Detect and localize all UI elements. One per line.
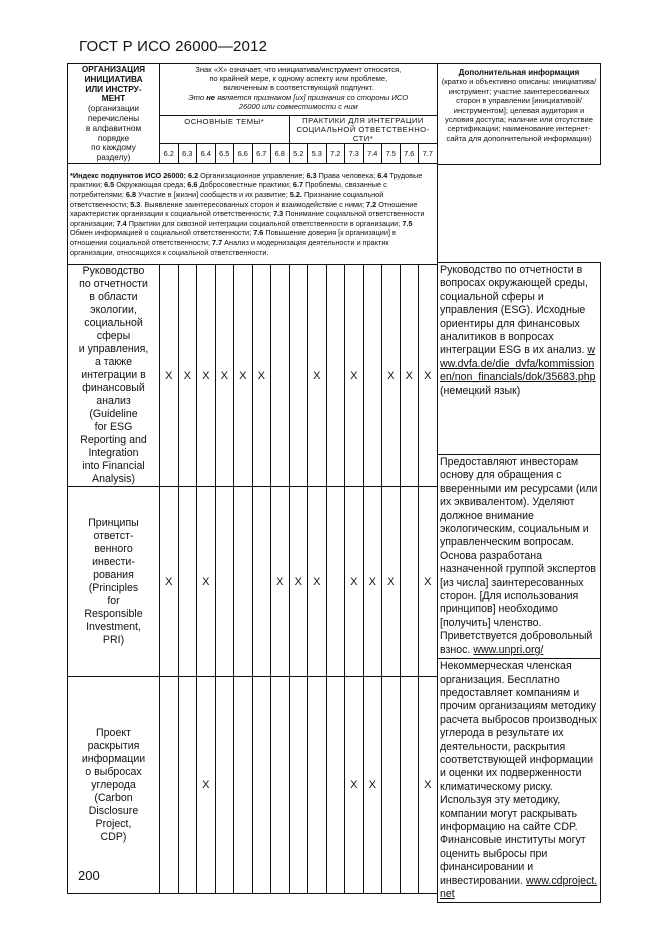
- mark-cell: [289, 677, 308, 894]
- org-header-line: МЕНТ: [101, 93, 126, 104]
- index-code: 5.2.: [289, 190, 302, 200]
- mark-cell: X: [252, 265, 271, 487]
- index-text: Организационное управление;: [198, 170, 307, 180]
- mark-cell: X: [308, 265, 327, 487]
- mark-cell: X: [345, 677, 364, 894]
- initiative-name-line: Проект: [96, 726, 131, 739]
- table-row: [68, 487, 438, 677]
- website-link[interactable]: www.unpri.org/: [473, 643, 544, 656]
- note-italic-line2: 26000 или совместимости с ним: [238, 101, 358, 111]
- mark-cell: X: [419, 487, 438, 677]
- initiative-name-line: Project,: [95, 817, 132, 830]
- mark-cell: [326, 487, 345, 677]
- description-text: Руководство по отчетности в вопросах окружающей среды, социальной сферы и управления (ESG). Исходные ориентиры для финансовых аналитиков в вопросах интеграции ESG в их анализ.: [440, 264, 588, 357]
- mark-cell: X: [419, 677, 438, 894]
- subclause-index: [68, 164, 438, 265]
- table-row: [68, 677, 438, 894]
- initiative-name-line: рования: [93, 568, 134, 581]
- mark-cell: X: [197, 677, 216, 894]
- mark-cell: [252, 677, 271, 894]
- initiative-name-line: Integration: [88, 447, 139, 459]
- core-subject-code: 6.2: [160, 144, 179, 164]
- mark-cell: X: [382, 265, 401, 487]
- initiative-name-line: сферы: [96, 330, 131, 342]
- initiative-name-line: финансовый: [82, 382, 145, 394]
- practice-code: 5.2: [289, 144, 308, 164]
- mark-cell: [178, 677, 197, 894]
- org-header-line: ИЛИ ИНСТРУ-: [85, 83, 142, 94]
- mark-cell: X: [271, 487, 290, 677]
- index-text: Отношение характеристик организации к социальной ответственности;: [70, 199, 418, 219]
- index-text: Признание социальной ответственности;: [70, 190, 384, 209]
- note-italic-pre: Это: [188, 92, 207, 102]
- index-text: Обмен информацией о социальной ответственности;: [70, 228, 254, 238]
- core-subject-code: 6.6: [234, 144, 253, 164]
- practice-code: 7.4: [363, 144, 382, 164]
- org-header-line: порядке: [97, 132, 130, 143]
- mark-cell: X: [400, 265, 419, 487]
- initiative-name-line: CDP): [100, 830, 127, 843]
- practices-header: ПРАКТИКИ ДЛЯ ИНТЕГРАЦИИ СОЦИАЛЬНОЙ ОТВЕТСТВЕННО-СТИ*: [289, 116, 437, 144]
- mark-cell: [363, 265, 382, 487]
- mark-cell: X: [178, 265, 197, 487]
- note-italic-bold: не: [206, 92, 216, 102]
- mark-cell: [326, 265, 345, 487]
- index-code: 7.6: [253, 228, 264, 238]
- mark-cell: X: [234, 265, 253, 487]
- initiative-name: [68, 487, 160, 677]
- initiative-name-line: Руководство: [82, 265, 145, 277]
- row-description: [438, 659, 601, 903]
- index-code: 6.2: [187, 170, 199, 180]
- initiative-name-line: интеграции в: [81, 369, 146, 381]
- initiative-name: [68, 265, 160, 487]
- initiative-name-line: into Financial: [82, 460, 145, 472]
- note-line: Знак «X» означает, что инициатива/инструмент относятся,: [195, 65, 402, 74]
- initiative-name-line: Принципы: [88, 516, 139, 529]
- index-code: 7.4: [116, 218, 127, 228]
- additional-info-column: [437, 63, 601, 903]
- index-code: 7.5: [402, 218, 413, 228]
- index-code: 6.8: [125, 190, 137, 200]
- index-code: 6.4: [377, 170, 388, 180]
- index-text: Понимание социальной ответственности организации;: [70, 209, 425, 228]
- practice-code: 7.3: [345, 144, 364, 164]
- mark-cell: [178, 487, 197, 677]
- additional-info-subtitle: (кратко и объективно описаны: инициатива/инструмент; участие заинтересованных сторон в управлении [инициативой/инструментом]; целевая аудитория и условия доступа; наличие или отсутствие сертификации; наименование интернет-сайта для дополнительной информации): [441, 77, 597, 143]
- mark-cell: [271, 677, 290, 894]
- initiative-name-line: экологии,: [90, 304, 137, 316]
- initiative-name-line: информации: [81, 752, 146, 765]
- document-title: ГОСТ Р ИСО 26000—2012: [79, 38, 268, 55]
- mark-cell: X: [160, 487, 179, 677]
- index-text: Участие в [жизни] сообществ и их развитие;: [136, 190, 290, 200]
- mark-cell: X: [308, 487, 327, 677]
- mark-cell: [234, 487, 253, 677]
- initiative-name-line: в области: [89, 291, 138, 303]
- practice-code: 7.6: [400, 144, 419, 164]
- initiative-name-line: по отчетности: [79, 278, 148, 290]
- org-header-line: ИНИЦИАТИВА: [84, 73, 143, 84]
- row-description: [438, 455, 601, 659]
- practice-code: 7.2: [326, 144, 345, 164]
- mark-cell: [215, 677, 234, 894]
- initiative-name-line: венного: [94, 542, 133, 555]
- org-header-line: перечислены: [87, 112, 140, 123]
- note-line: включенным в соответствующий подпункт.: [223, 83, 374, 93]
- mark-cell: X: [363, 677, 382, 894]
- mark-cell: [326, 677, 345, 894]
- index-code: 7.3: [273, 209, 284, 219]
- index-text: Повышение доверия [к организации] в отношении социальной ответственности;: [70, 228, 396, 247]
- description-text: Предоставляют инвесторам основу для обращения с вверенными им ресурсами (или их эквивалентом). Уделяют должное внимание экологическим, социальным и управленческим вопросам. Основа разработана назначенной группой экспертов [из числа] заинтересованных сторон. [Для использования принципов] необходимо [получить] членство. Приветствуется добровольный взнос.: [440, 456, 598, 656]
- initiative-name-line: углерода: [91, 778, 136, 791]
- initiative-name-line: (Guideline: [89, 408, 138, 420]
- mark-cell: X: [382, 487, 401, 677]
- core-subject-code: 6.7: [252, 144, 271, 164]
- website-link[interactable]: www.cdproject.net: [440, 874, 598, 900]
- index-text: Окружающая среда;: [114, 180, 188, 190]
- index-text: Анализ и модернизация деятельности и практик организации, относящихся к социальной ответственности.: [70, 237, 389, 257]
- index-text: Добросовестные практики;: [197, 180, 293, 190]
- mark-cell: X: [289, 487, 308, 677]
- row-description: [438, 263, 601, 455]
- initiative-name-line: (Principles: [88, 581, 139, 594]
- org-header-line: по каждому: [91, 142, 136, 153]
- initiative-name-line: Disclosure: [88, 804, 139, 817]
- initiative-name-line: раскрытия: [87, 739, 140, 752]
- mark-cell: [308, 677, 327, 894]
- note-line: по крайней мере, к одному аспекту или проблеме,: [209, 74, 388, 84]
- practice-code: 7.7: [419, 144, 438, 164]
- mark-cell: X: [197, 265, 216, 487]
- mark-cell: X: [363, 487, 382, 677]
- initiative-name-line: а также: [94, 356, 133, 368]
- mark-cell: X: [345, 265, 364, 487]
- initiative-name-line: о выбросах: [85, 765, 142, 778]
- initiative-name-line: for: [107, 594, 120, 607]
- practice-code: 7.5: [382, 144, 401, 164]
- mark-cell: [215, 487, 234, 677]
- mark-cell: X: [160, 265, 179, 487]
- index-label: *Индекс подпунктов ИСО 26000:: [70, 170, 186, 180]
- initiative-name-line: Investment,: [86, 620, 141, 633]
- core-subjects-header: ОСНОВНЫЕ ТЕМЫ*: [160, 116, 290, 144]
- core-subject-code: 6.5: [215, 144, 234, 164]
- index-code: 7.2: [366, 199, 377, 209]
- initiative-name-line: ответст-: [93, 529, 134, 542]
- mark-cell: [400, 677, 419, 894]
- initiative-name-line: и управления,: [78, 343, 149, 355]
- org-column-header: [68, 64, 160, 164]
- mark-cell: [382, 677, 401, 894]
- page-number: 200: [78, 868, 100, 883]
- mark-cell: [252, 487, 271, 677]
- core-subject-code: 6.4: [197, 144, 216, 164]
- core-subject-code: 6.3: [178, 144, 197, 164]
- mark-cell: X: [215, 265, 234, 487]
- additional-info-title: Дополнительная информация: [458, 68, 580, 77]
- table-row: [68, 265, 438, 487]
- description-text: Некоммерческая членская организация. Бесплатно предоставляет компаниям и прочим организациям методику расчета выбросов производных углерода в результате их деятельности, раскрытия соответствующей информации и оценки их подверженности климатическому риску. Используя эту методику, компании могут раскрывать информацию на сайте CDP. Финансовые институты могут оценить выбросы при финансировании и инвестировании.: [440, 660, 597, 887]
- mark-cell: [289, 265, 308, 487]
- mark-cell: [160, 677, 179, 894]
- mark-cell: X: [197, 487, 216, 677]
- index-text: Проблемы, связанные с потребителями;: [70, 180, 387, 200]
- initiatives-table: [67, 63, 438, 894]
- index-code: 7.7: [212, 237, 223, 247]
- index-code: 6.6: [187, 180, 198, 190]
- initiative-name-line: (Carbon: [94, 791, 133, 804]
- mark-legend-note: [160, 64, 438, 116]
- org-header-line: (организации: [87, 103, 140, 114]
- description-suffix: (немецкий язык): [440, 384, 521, 397]
- index-code: 6.3: [306, 170, 317, 180]
- index-text: Трудовые практики;: [70, 170, 423, 190]
- index-text: Практики для сквозной интеграции социальной ответственности в организации;: [126, 218, 403, 228]
- core-subject-code: 6.8: [271, 144, 290, 164]
- note-italic-post: является признаком [их] признания со стороны ИСО: [215, 92, 409, 102]
- index-spacer: [438, 165, 601, 263]
- initiative-name-line: анализ: [96, 395, 131, 407]
- org-header-line: в алфавитном: [85, 122, 142, 133]
- initiative-name-line: PRI): [102, 633, 125, 646]
- initiative-name-line: Analysis): [92, 473, 135, 485]
- additional-info-header: [438, 64, 601, 165]
- mark-cell: X: [345, 487, 364, 677]
- mark-cell: X: [419, 265, 438, 487]
- mark-cell: [400, 487, 419, 677]
- index-text: Права человека;: [316, 170, 378, 180]
- mark-cell: [271, 265, 290, 487]
- index-text: . Выявление заинтересованных сторон и взаимодействие с ними;: [140, 199, 367, 209]
- index-code: 5.3: [130, 199, 141, 209]
- initiative-name-line: for ESG: [94, 421, 133, 433]
- org-header-line: разделу): [96, 152, 131, 163]
- initiative-name: [68, 677, 160, 894]
- website-link[interactable]: www.dvfa.de/die_dvfa/kommissionen/non_financials/dok/35683.php: [440, 344, 596, 384]
- initiative-name-line: социальной: [84, 317, 143, 329]
- index-code: 6.7: [292, 180, 304, 190]
- mark-cell: [234, 677, 253, 894]
- initiative-name-line: инвести-: [92, 555, 135, 568]
- org-header-line: ОРГАНИЗАЦИЯ: [81, 64, 146, 74]
- initiative-name-line: Responsible: [84, 607, 143, 620]
- index-code: 6.5: [104, 180, 115, 190]
- initiative-name-line: Reporting and: [80, 434, 147, 446]
- practice-code: 5.3: [308, 144, 327, 164]
